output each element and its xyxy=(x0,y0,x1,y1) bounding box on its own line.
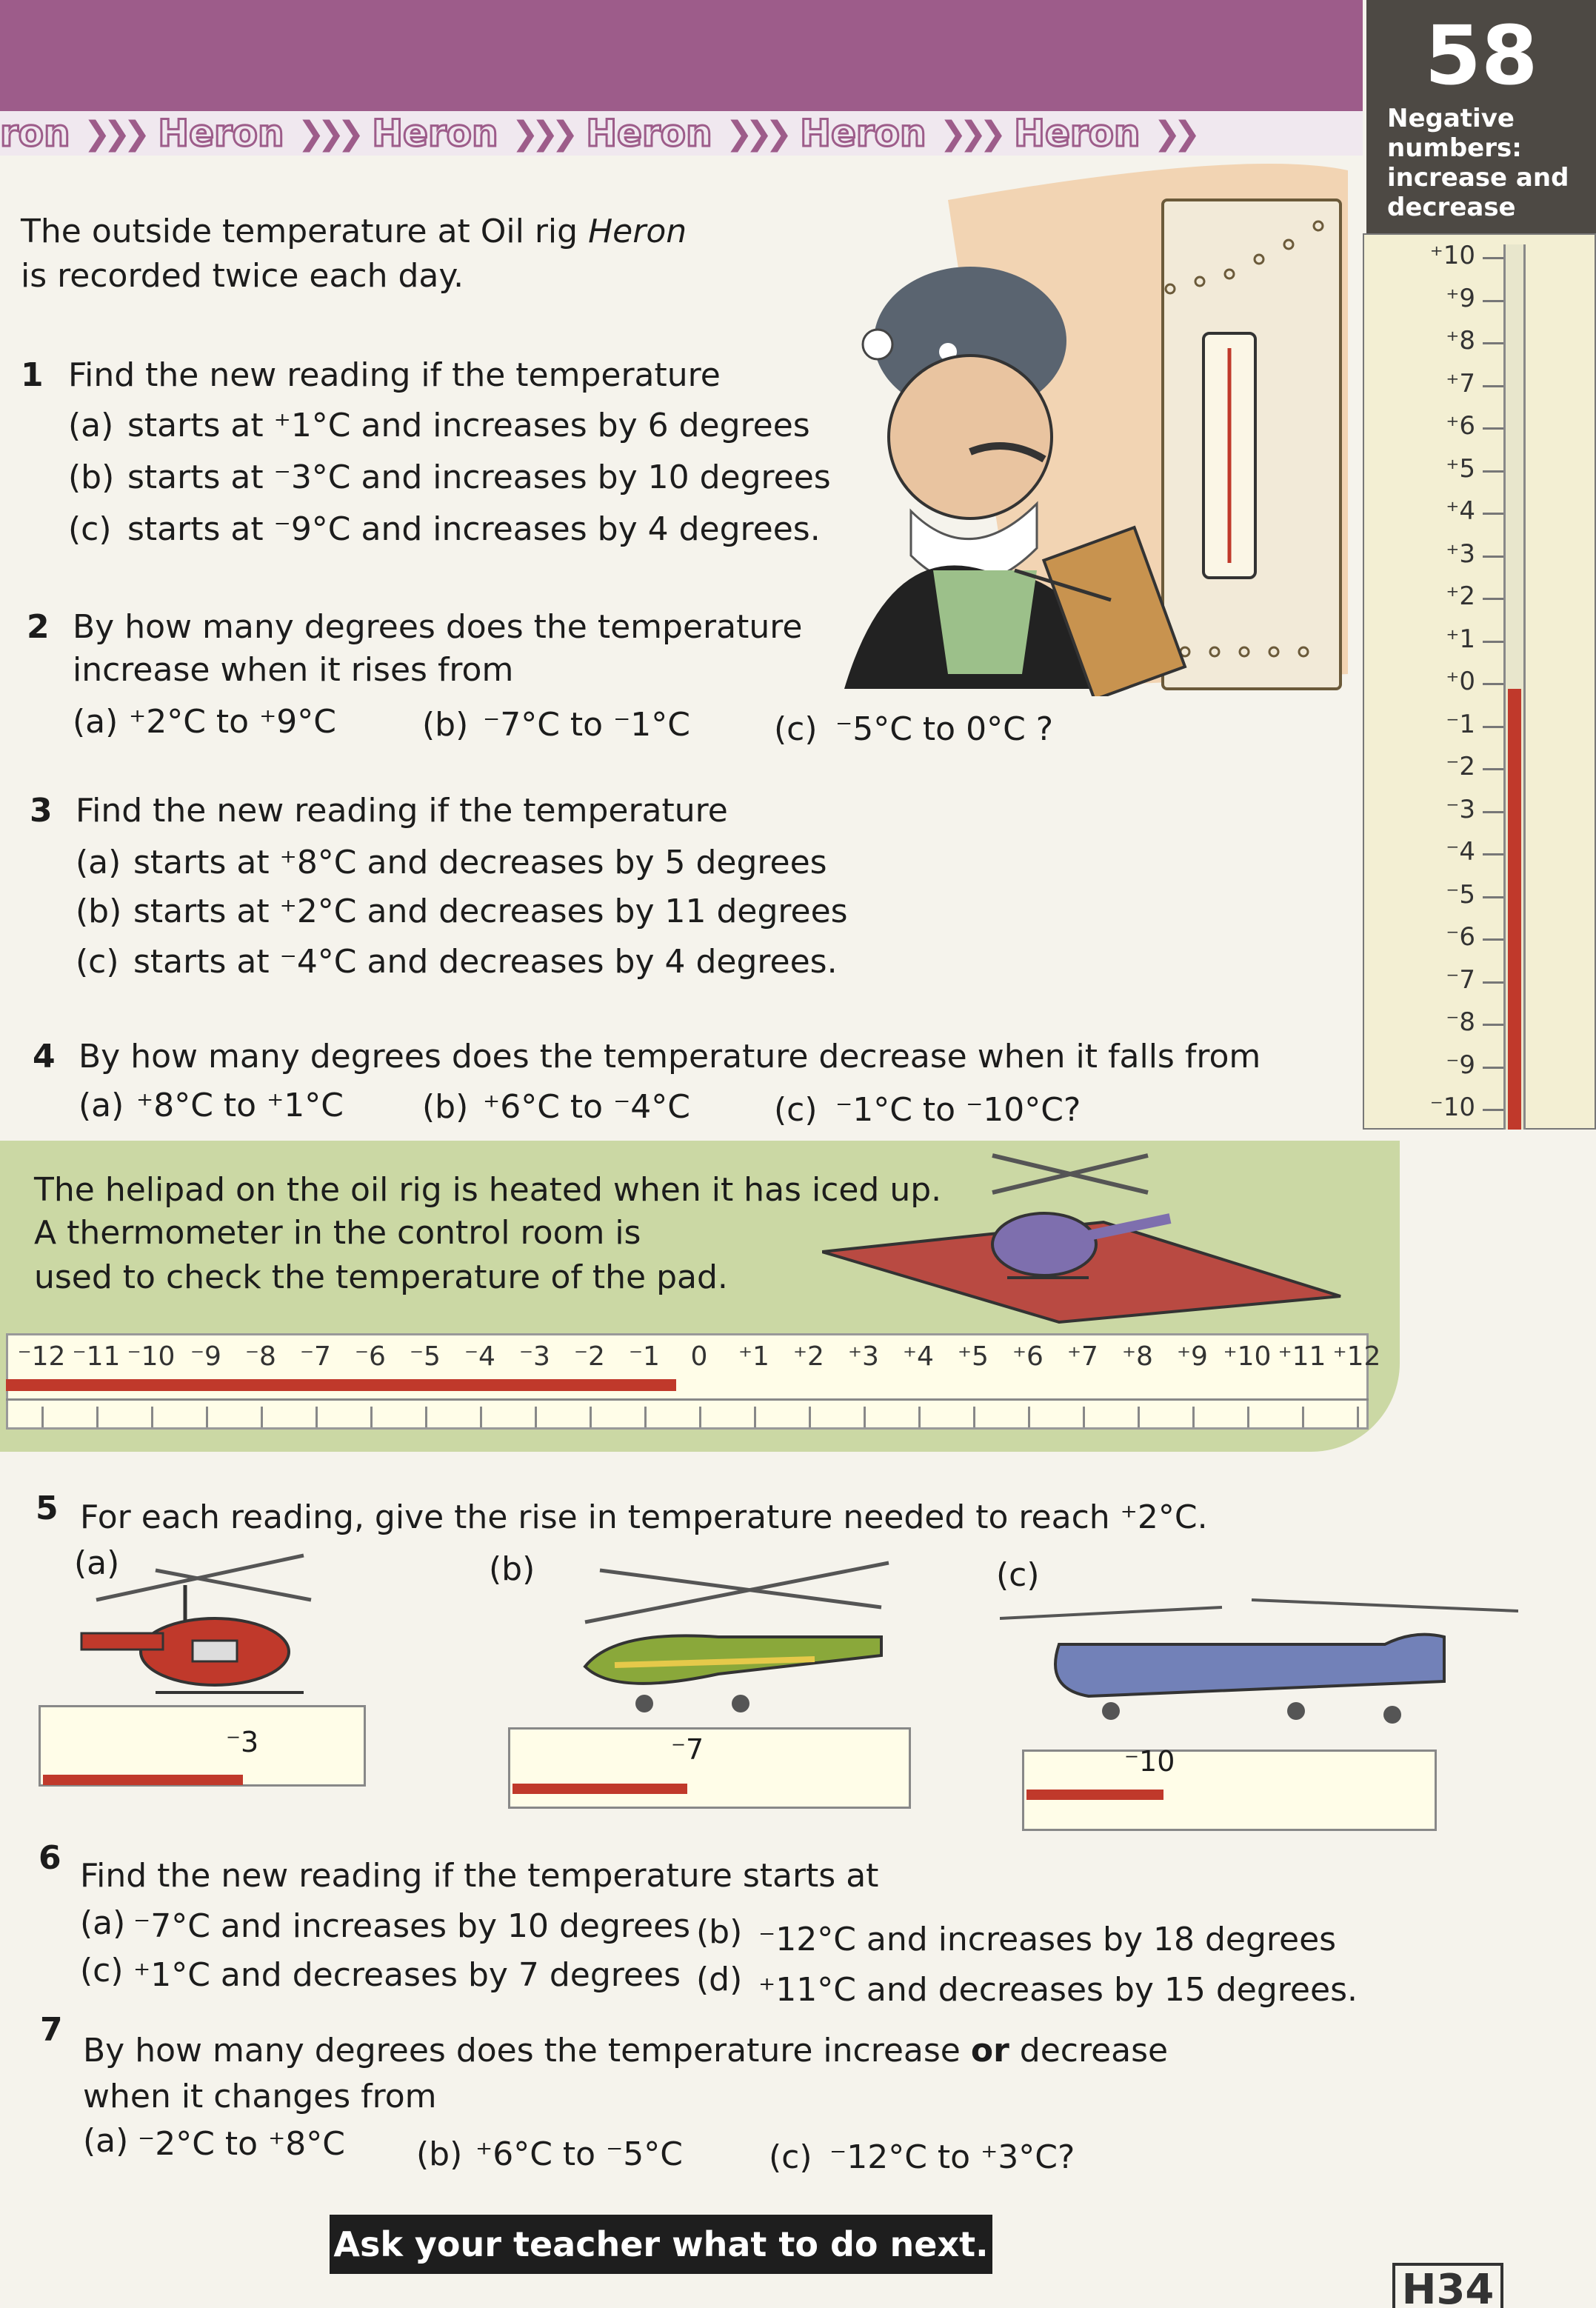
vertical-scale-label: ⁻6 xyxy=(1446,922,1475,952)
part-text: starts at ⁻9°C and increases by 4 degrees. xyxy=(127,510,821,548)
chevron-icon: ❯❯❯ xyxy=(297,114,358,153)
horizontal-scale-label: ⁺6 xyxy=(1012,1341,1044,1372)
helipad-illustration xyxy=(822,1148,1355,1326)
horizontal-scale-tick xyxy=(918,1407,921,1427)
strip-word-text: Heron xyxy=(1014,112,1141,155)
horizontal-scale-tick xyxy=(1192,1407,1195,1427)
horizontal-scale-tick xyxy=(644,1407,647,1427)
header-banner xyxy=(0,0,1363,111)
heron-word xyxy=(800,112,999,155)
vertical-scale-label: ⁻1 xyxy=(1446,709,1475,739)
part-text: starts at ⁻3°C and increases by 10 degrees xyxy=(127,458,831,496)
man-reading-thermometer-illustration xyxy=(800,156,1363,696)
vertical-scale-label: ⁻8 xyxy=(1446,1007,1475,1037)
question-text xyxy=(83,2029,1168,2072)
question-number: 6 xyxy=(39,1839,61,1877)
vertical-scale-label: ⁺8 xyxy=(1446,326,1475,356)
horizontal-scale-tick xyxy=(973,1407,975,1427)
horizontal-scale-label: ⁻5 xyxy=(410,1341,441,1372)
heron-word xyxy=(372,112,571,155)
horizontal-scale-tick xyxy=(261,1407,263,1427)
helipad-text: A thermometer in the control room is xyxy=(34,1214,641,1252)
horizontal-scale-label: ⁺2 xyxy=(793,1341,824,1372)
question-text-part: decrease xyxy=(1009,2032,1169,2069)
horizontal-scale-label: ⁻11 xyxy=(72,1341,121,1372)
part-label: (c) xyxy=(996,1556,1040,1594)
question-text: when it changes from xyxy=(83,2078,437,2115)
question-text: Find the new reading if the temperature xyxy=(76,792,728,830)
vertical-scale-label: ⁺4 xyxy=(1446,496,1475,526)
part-label: (b) xyxy=(696,1913,743,1951)
emphasis-or: or xyxy=(970,2032,1009,2069)
mini-thermometer-b xyxy=(508,1727,911,1809)
horizontal-scale-tick xyxy=(754,1407,756,1427)
vertical-scale-label: ⁻5 xyxy=(1446,879,1475,910)
horizontal-scale-label: ⁻12 xyxy=(17,1341,66,1372)
vertical-scale-label: ⁻10 xyxy=(1429,1093,1475,1122)
question-text: By how many degrees does the temperature decrease when it falls from xyxy=(79,1038,1261,1075)
mini-thermometer-c-mercury xyxy=(1026,1790,1163,1800)
horizontal-scale-label: ⁻7 xyxy=(300,1341,331,1372)
part-text: ⁺11°C and decreases by 15 degrees. xyxy=(758,1971,1358,2009)
mini-thermometer-a-mercury xyxy=(43,1775,243,1785)
horizontal-scale-tick xyxy=(699,1407,701,1427)
part-label: (a) xyxy=(74,1544,120,1582)
strip-word-text: Heron xyxy=(372,112,498,155)
horizontal-scale-label: ⁺9 xyxy=(1177,1341,1208,1372)
vertical-scale-label: ⁻7 xyxy=(1446,964,1475,995)
part-label: (c) xyxy=(769,2138,812,2176)
part-text: ⁺1°C and decreases by 7 degrees xyxy=(133,1956,681,1994)
part-text: ⁻7°C and increases by 10 degrees xyxy=(133,1907,691,1945)
green-helicopter-illustration xyxy=(570,1555,911,1718)
horizontal-scale-label: ⁻6 xyxy=(355,1341,386,1372)
heron-word xyxy=(1014,112,1193,155)
helipad-text: The helipad on the oil rig is heated when it has iced up. xyxy=(34,1171,942,1209)
chevron-icon: ❯❯❯ xyxy=(511,114,572,153)
horizontal-scale-tick xyxy=(1028,1407,1030,1427)
horizontal-scale-label: ⁺12 xyxy=(1332,1341,1381,1372)
question-text: Find the new reading if the temperature starts at xyxy=(80,1857,879,1895)
part-text: ⁺2°C to ⁺9°C xyxy=(129,703,337,741)
part-text: ⁺6°C to ⁻5°C xyxy=(475,2135,684,2173)
part-text: ⁻5°C to 0°C ? xyxy=(835,710,1054,748)
part-label: (a) xyxy=(76,844,121,881)
horizontal-scale-tick xyxy=(1138,1407,1140,1427)
chapter-tab xyxy=(1366,0,1596,233)
strip-word-text: Heron xyxy=(586,112,712,155)
horizontal-scale-label: 0 xyxy=(690,1341,708,1372)
part-label: (a) xyxy=(68,407,114,444)
topic-title: Negative numbers: increase and decrease xyxy=(1387,104,1569,222)
thermometer-mercury xyxy=(6,1379,676,1391)
horizontal-scale-tick xyxy=(206,1407,208,1427)
horizontal-scale-tick xyxy=(151,1407,153,1427)
part-text: ⁻7°C to ⁻1°C xyxy=(483,706,691,744)
horizontal-scale-label: ⁻9 xyxy=(190,1341,221,1372)
vertical-scale-label: ⁺10 xyxy=(1429,241,1475,270)
horizontal-scale-label: ⁺11 xyxy=(1278,1341,1326,1372)
vertical-scale-label: ⁺5 xyxy=(1446,453,1475,484)
part-label: (b) xyxy=(489,1550,535,1588)
horizontal-scale-tick xyxy=(809,1407,811,1427)
horizontal-scale-tick xyxy=(590,1407,592,1427)
question-text: By how many degrees does the temperature xyxy=(73,608,803,646)
horizontal-scale-label: ⁻2 xyxy=(574,1341,605,1372)
question-number: 1 xyxy=(21,356,44,394)
part-label: (d) xyxy=(696,1961,743,1998)
question-text: Find the new reading if the temperature xyxy=(68,356,721,394)
thermometer-tube-line xyxy=(6,1398,1369,1401)
intro-text: The outside temperature at Oil rig xyxy=(21,213,589,250)
vertical-scale-label: ⁺9 xyxy=(1446,283,1475,313)
horizontal-scale-label: ⁻4 xyxy=(464,1341,495,1372)
mini-thermometer-b-mercury xyxy=(512,1784,687,1794)
part-text: starts at ⁺2°C and decreases by 11 degrees xyxy=(133,893,848,930)
vertical-scale-label: ⁻9 xyxy=(1446,1050,1475,1080)
part-label: (b) xyxy=(416,2135,463,2173)
horizontal-scale-label: ⁺8 xyxy=(1122,1341,1153,1372)
question-number: 2 xyxy=(27,608,50,646)
vertical-thermometer xyxy=(1363,233,1596,1130)
question-number: 4 xyxy=(33,1038,56,1075)
vertical-scale-label: ⁺7 xyxy=(1446,368,1475,398)
heron-word xyxy=(158,112,357,155)
horizontal-scale-label: ⁺4 xyxy=(903,1341,934,1372)
horizontal-scale-tick xyxy=(315,1407,318,1427)
heron-word xyxy=(586,112,785,155)
question-text-part: By how many degrees does the temperature increase xyxy=(83,2032,971,2069)
intro-line-2: is recorded twice each day. xyxy=(21,257,464,295)
part-label: (a) xyxy=(79,1087,124,1124)
question-number: 3 xyxy=(30,792,53,830)
part-label: (b) xyxy=(422,1088,469,1126)
horizontal-scale-tick xyxy=(480,1407,482,1427)
horizontal-scale-label: ⁺3 xyxy=(848,1341,879,1372)
vertical-scale-label: ⁺6 xyxy=(1446,411,1475,441)
horizontal-scale-tick xyxy=(1357,1407,1359,1427)
horizontal-scale-tick xyxy=(1247,1407,1249,1427)
rig-name: Heron xyxy=(588,213,687,250)
blue-helicopter-illustration xyxy=(1000,1585,1518,1733)
part-text: ⁻1°C to ⁻10°C? xyxy=(835,1091,1081,1129)
horizontal-scale-label: ⁺1 xyxy=(738,1341,769,1372)
horizontal-scale-tick xyxy=(864,1407,866,1427)
part-label: (b) xyxy=(68,458,115,496)
horizontal-scale-label: ⁻10 xyxy=(127,1341,176,1372)
chevron-icon: ❯❯ xyxy=(1153,114,1194,153)
horizontal-scale-label: ⁻1 xyxy=(629,1341,660,1372)
question-number: 7 xyxy=(40,2011,63,2049)
vertical-scale-label: ⁻2 xyxy=(1446,752,1475,781)
heron-strip xyxy=(0,111,1363,156)
part-label: (a) xyxy=(73,703,118,741)
horizontal-scale-tick xyxy=(1083,1407,1085,1427)
strip-word-text: Heron xyxy=(158,112,284,155)
part-text: starts at ⁺1°C and increases by 6 degrees xyxy=(127,407,810,444)
vertical-scale-label: ⁺2 xyxy=(1446,581,1475,611)
part-text: starts at ⁺8°C and decreases by 5 degrees xyxy=(133,844,827,881)
question-number: 5 xyxy=(36,1490,59,1527)
horizontal-scale-label: ⁺5 xyxy=(958,1341,989,1372)
vertical-scale-label: ⁻3 xyxy=(1446,794,1475,824)
part-text: ⁻12°C and increases by 18 degrees xyxy=(758,1921,1337,1958)
part-label: (c) xyxy=(68,510,112,548)
page-reference: H34 xyxy=(1392,2263,1503,2308)
helipad-text: used to check the temperature of the pad. xyxy=(34,1258,728,1296)
chevron-icon: ❯❯❯ xyxy=(939,114,1000,153)
mini-thermometer-c-reading: ⁻10 xyxy=(1124,1745,1175,1778)
part-label: (b) xyxy=(422,706,469,744)
horizontal-scale-tick xyxy=(96,1407,99,1427)
part-text: starts at ⁻4°C and decreases by 4 degrees. xyxy=(133,943,838,981)
intro-line-1 xyxy=(21,210,687,253)
vertical-scale-label: ⁻4 xyxy=(1446,837,1475,867)
question-text: increase when it rises from xyxy=(73,651,514,689)
part-text: ⁺8°C to ⁺1°C xyxy=(136,1087,344,1124)
question-text: For each reading, give the rise in temperature needed to reach ⁺2°C. xyxy=(80,1498,1208,1536)
part-label: (a) xyxy=(80,1904,126,1942)
part-text: ⁺6°C to ⁻4°C xyxy=(483,1088,691,1126)
horizontal-scale-tick xyxy=(41,1407,44,1427)
thermometer-mercury xyxy=(1508,689,1521,1130)
mini-thermometer-b-reading: ⁻7 xyxy=(671,1733,704,1766)
part-label: (c) xyxy=(774,1091,818,1129)
part-text: ⁻2°C to ⁺8°C xyxy=(138,2125,346,2163)
horizontal-scale-label: ⁻8 xyxy=(245,1341,276,1372)
vertical-scale-label: ⁺1 xyxy=(1446,624,1475,654)
part-label: (c) xyxy=(76,943,119,981)
part-label: (a) xyxy=(83,2122,129,2160)
horizontal-scale-label: ⁻3 xyxy=(519,1341,550,1372)
part-label: (b) xyxy=(76,893,122,930)
ask-teacher-banner: Ask your teacher what to do next. xyxy=(330,2215,992,2274)
horizontal-scale-tick xyxy=(535,1407,537,1427)
part-label: (c) xyxy=(80,1952,124,1990)
horizontal-scale-tick xyxy=(425,1407,427,1427)
horizontal-scale-tick xyxy=(370,1407,373,1427)
vertical-scale-label: ⁺0 xyxy=(1446,667,1475,696)
vertical-scale-label: ⁺3 xyxy=(1446,538,1475,569)
horizontal-scale-label: ⁺10 xyxy=(1223,1341,1272,1372)
part-text: ⁻12°C to ⁺3°C? xyxy=(829,2138,1075,2176)
mini-thermometer-a-reading: ⁻3 xyxy=(226,1726,259,1758)
strip-fragment-text: ron xyxy=(0,112,70,155)
horizontal-scale-tick xyxy=(1302,1407,1304,1427)
page-number: 58 xyxy=(1424,8,1538,103)
part-label: (c) xyxy=(774,710,818,748)
horizontal-scale-label: ⁺7 xyxy=(1067,1341,1098,1372)
heron-fragment xyxy=(0,112,143,155)
chevron-icon: ❯❯❯ xyxy=(83,114,144,153)
strip-word-text: Heron xyxy=(800,112,926,155)
chevron-icon: ❯❯❯ xyxy=(725,114,786,153)
red-helicopter-illustration xyxy=(67,1541,333,1704)
